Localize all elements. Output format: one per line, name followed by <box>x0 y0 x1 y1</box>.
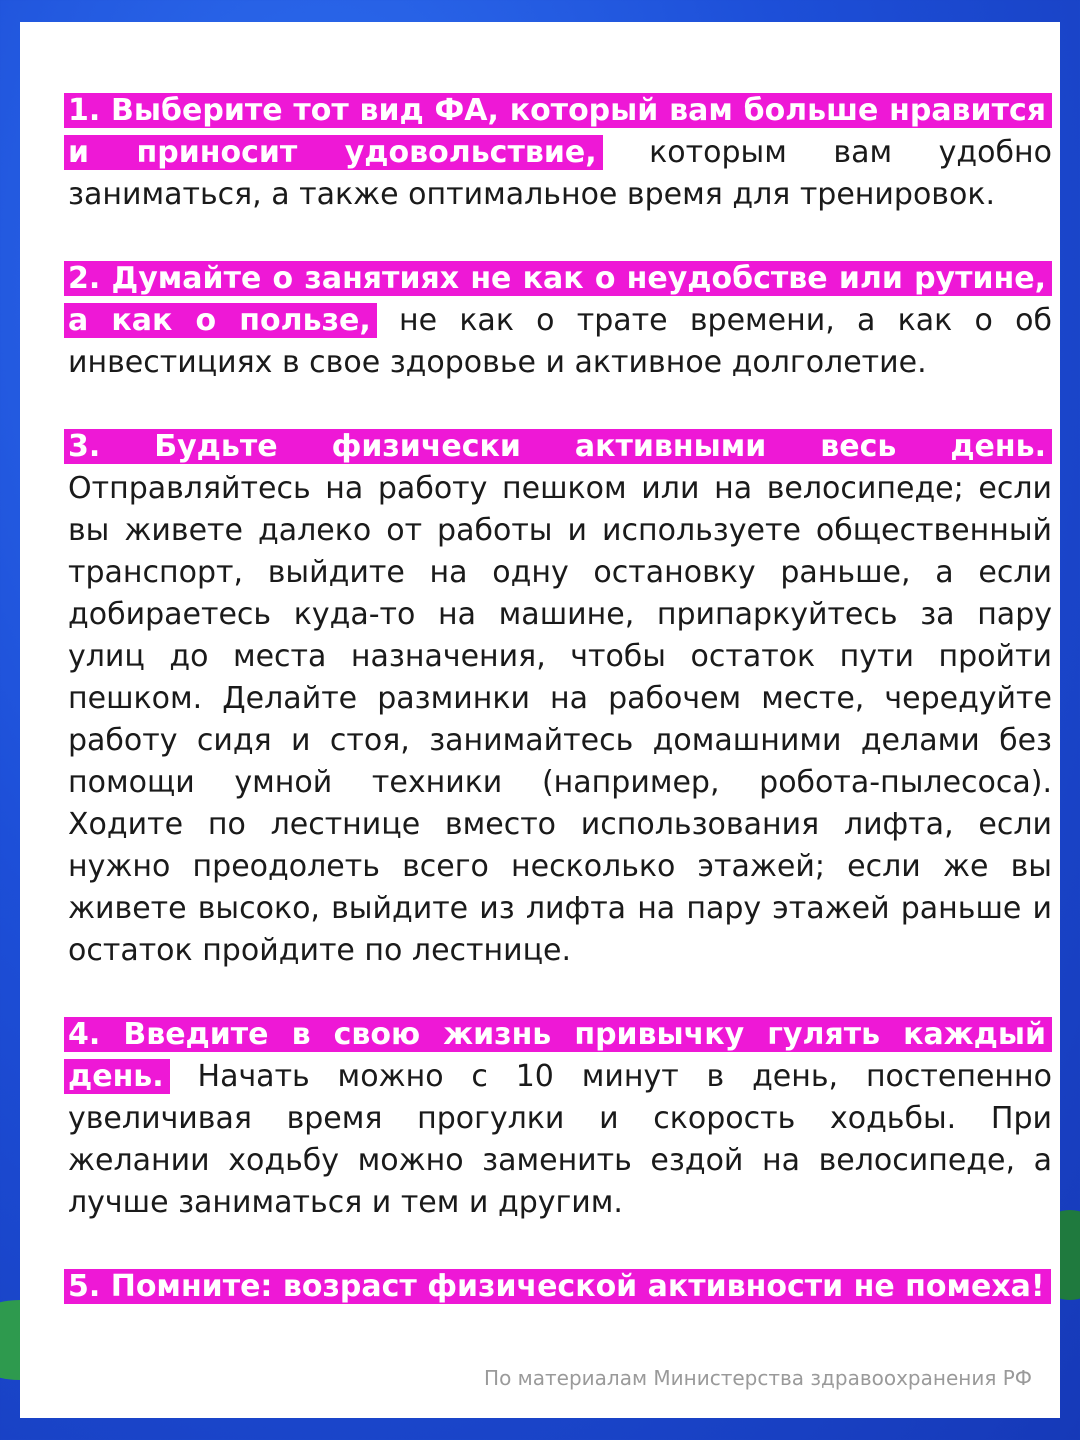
source-note: По материалам Министерства здравоохранения РФ <box>484 1366 1032 1390</box>
tip-heading: 1. Выберите тот вид ФА, который вам больше нравится и приносит удовольствие, <box>64 93 1052 170</box>
tip-heading: 2. Думайте о занятиях не как о неудобстве или рутине, а как о пользе, <box>64 261 1052 338</box>
tip-heading: 3. Будьте физически активными весь день. <box>64 429 1052 464</box>
tip-item-4 <box>68 1014 1052 1224</box>
tip-heading: 5. Помните: возраст физической активности не помеха! <box>64 1269 1051 1304</box>
tip-heading: 4. Введите в свою жизнь привычку гулять каждый день. <box>64 1017 1052 1094</box>
content-card <box>20 22 1060 1418</box>
tips-list <box>68 90 1052 1350</box>
tip-item-5 <box>68 1266 1052 1308</box>
tip-text: которым вам удобно заниматься, а также оптимальное время для тренировок. <box>68 135 1052 212</box>
tip-item-1 <box>68 90 1052 216</box>
tip-item-2 <box>68 258 1052 384</box>
tip-text: не как о трате времени, а как о об инвестициях в свое здоровье и активное долголетие. <box>68 303 1052 380</box>
tip-item-3 <box>68 426 1052 972</box>
tip-text: Начать можно с 10 минут в день, постепенно увеличивая время прогулки и скорость ходьбы. При желании ходьбу можно заменить ездой на велосипеде, а лучше заниматься и тем и другим. <box>68 1059 1052 1220</box>
tip-text: Отправляйтесь на работу пешком или на велосипеде; если вы живете далеко от работы и используете общественный транспорт, выйдите на одну остановку раньше, а если добираетесь куда-то на машине, припаркуйтесь за пару улиц до места назначения, чтобы остаток пути пройти пешком. Делайте разминки на рабочем месте, чередуйте работу сидя и стоя, занимайтесь домашними делами без помощи умной техники (например, робота-пылесоса). Ходите по лестнице вместо использования лифта, если нужно преодолеть всего несколько этажей; если же вы живете высоко, выйдите из лифта на пару этажей раньше и остаток пройдите по лестнице. <box>68 471 1052 968</box>
